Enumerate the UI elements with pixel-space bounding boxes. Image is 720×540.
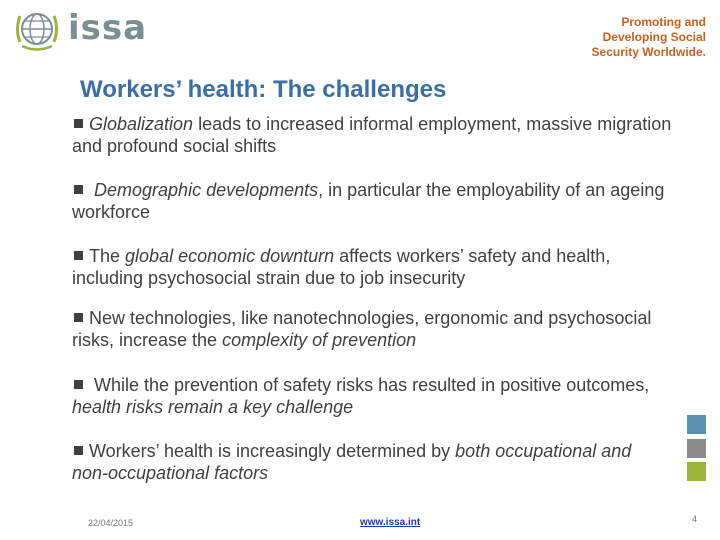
page-number: 4	[691, 514, 697, 524]
footer-url-link[interactable]: www.issa.int	[360, 517, 421, 528]
bullet-square-icon	[74, 380, 83, 389]
bullet-square-icon	[74, 119, 83, 128]
tagline-line: Promoting and	[621, 15, 706, 29]
footer-date: 22/04/2015	[88, 518, 134, 528]
decor-square-blue	[687, 415, 706, 434]
bullet-item	[72, 307, 672, 351]
issa-logo	[12, 4, 152, 54]
tagline-line: Developing Social	[602, 30, 706, 44]
bullet-item	[72, 245, 672, 289]
bullet-square-icon	[74, 251, 83, 260]
bullet-square-icon	[74, 185, 83, 194]
decor-square-green	[687, 462, 706, 481]
bullet-text-segment: The	[89, 246, 126, 266]
bullet-text-segment: complexity of prevention	[222, 330, 417, 350]
bullet-item	[72, 113, 672, 157]
bullet-square-icon	[74, 313, 83, 322]
bullet-text-segment: affects workers’ safety and health, including psychosocial strain due to job insecurity	[72, 246, 611, 288]
decor-square-gray	[687, 439, 706, 458]
bullet-item	[72, 374, 672, 418]
bullet-text-segment: While the prevention of safety risks has resulted in positive outcomes,	[89, 375, 650, 395]
bullet-text-segment: global economic downturn	[125, 246, 335, 266]
logo-wordmark: issa	[68, 8, 148, 48]
bullet-text-segment: Globalization	[89, 114, 194, 134]
tagline-line: Security Worldwide.	[591, 45, 706, 59]
bullet-text-segment: leads to increased informal employment, massive migration and profound social shifts	[72, 114, 672, 156]
tagline	[546, 15, 706, 60]
bullet-text-segment: Demographic developments	[94, 180, 319, 200]
bullet-text-segment: health risks remain a key challenge	[72, 397, 354, 417]
slide-title: Workers’ health: The challenges	[80, 76, 447, 103]
bullet-text-segment: New technologies, like nanotechnologies, ergonomic and psychosocial risks, increase the	[72, 308, 652, 350]
globe-laurel-icon	[12, 4, 62, 54]
bullet-text-segment: both occupational and non-occupational factors	[72, 441, 632, 483]
bullet-text-segment: , in particular the employability of an ageing workforce	[72, 180, 665, 222]
bullet-item	[72, 179, 672, 223]
bullet-text-segment: Workers’ health is increasingly determined by	[89, 441, 456, 461]
bullet-square-icon	[74, 446, 83, 455]
bullet-item	[72, 440, 672, 484]
